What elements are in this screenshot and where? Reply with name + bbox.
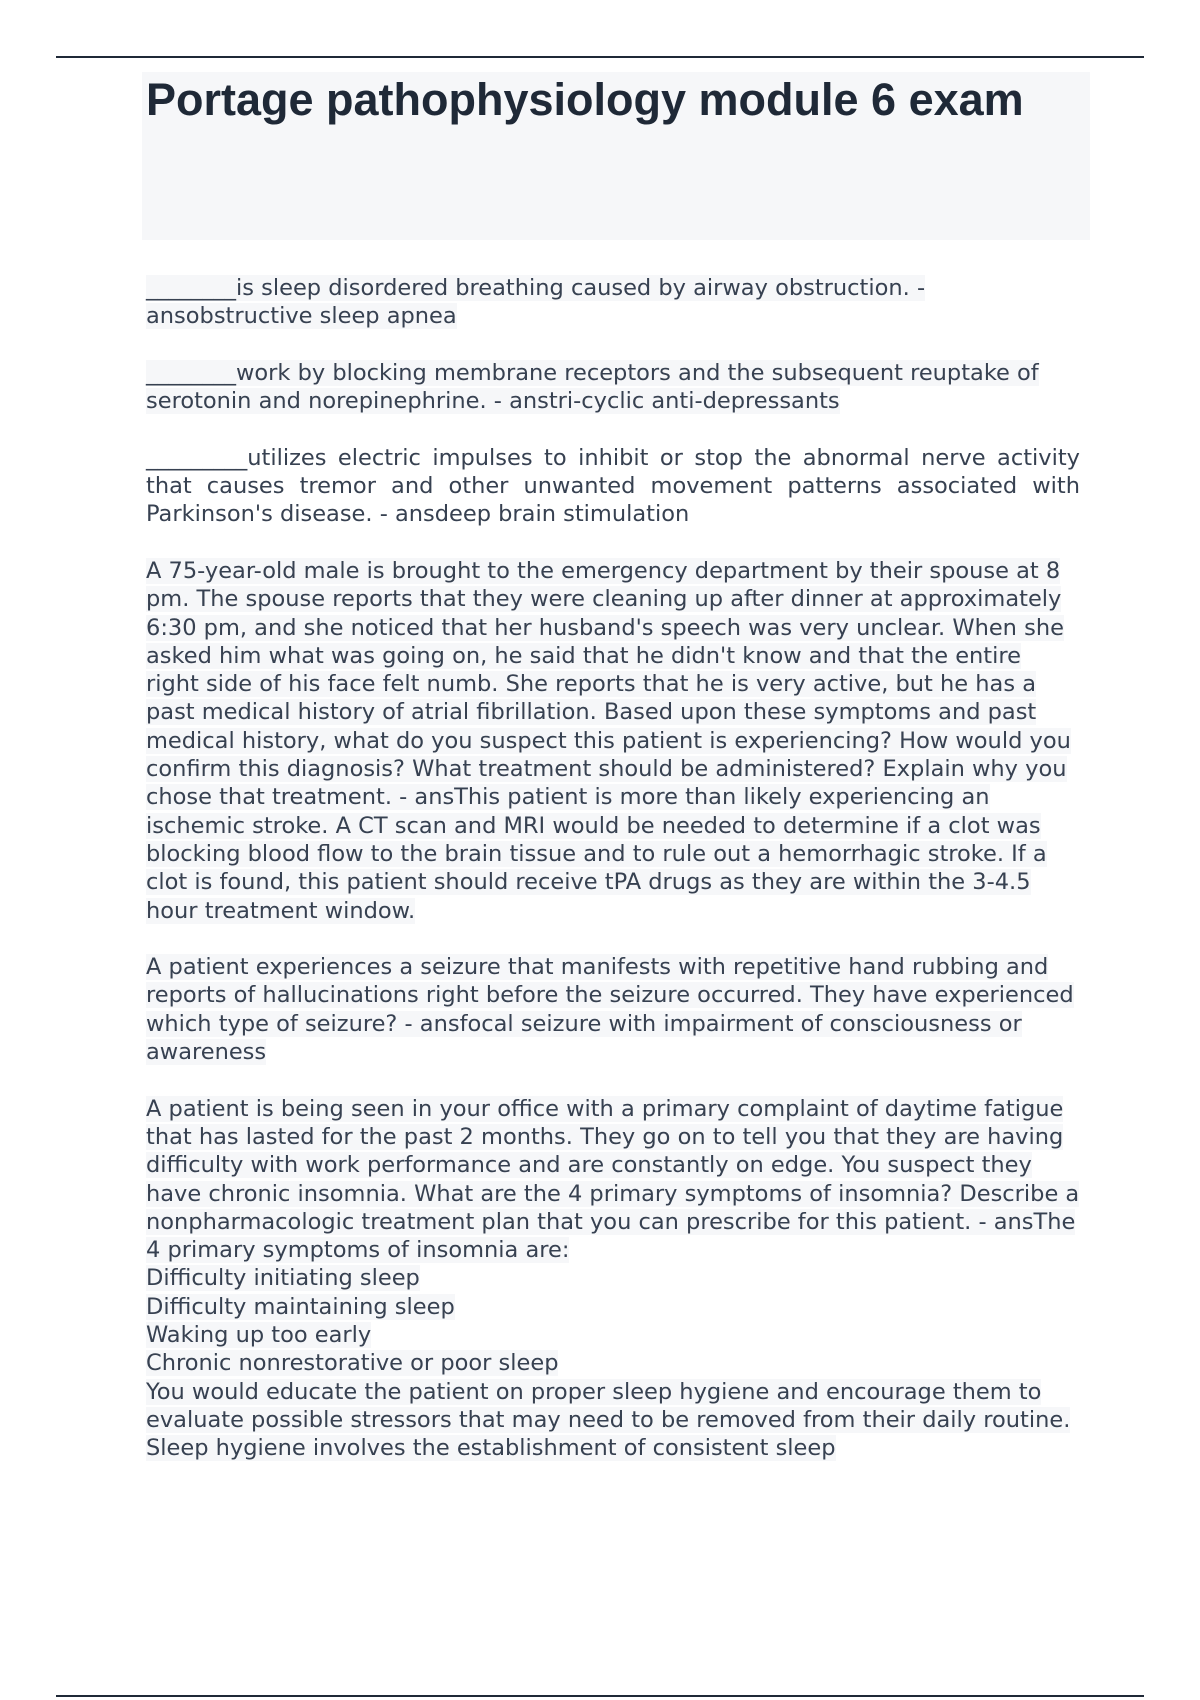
- insomnia-treatment-text: You would educate the patient on proper sleep hygiene and encourage them to evaluate possible stressors that may need to be removed from their daily routine. Sleep hygiene involves the establishment of consistent sleep: [146, 1378, 1071, 1462]
- insomnia-symptom-line: [146, 1321, 1080, 1349]
- insomnia-symptom-line: [146, 1293, 1080, 1321]
- qa-item-antidepressants: [146, 359, 1080, 416]
- insomnia-symptom-line: [146, 1264, 1080, 1292]
- qa-item-stroke: [146, 557, 1080, 925]
- qa-item-seizure: [146, 953, 1080, 1066]
- qa-text: A 75-year-old male is brought to the emergency department by their spouse at 8 pm. The spouse reports that they were cleaning up after dinner at approximately 6:30 pm, and she noticed that her husband's speech was very unclear. When she asked him what was going on, he said that he didn't know and that the entire right side of his face felt numb. She reports that he is very active, but he has a past medical history of atrial fibrillation. Based upon these symptoms and past medical history, what do you suspect this patient is experiencing? How would you confirm this diagnosis? What treatment should be administered? Explain why you chose that treatment. - ansThis patient is more than likely experiencing an ischemic stroke. A CT scan and MRI would be needed to determine if a clot was blocking blood flow to the brain tissue and to rule out a hemorrhagic stroke. If a clot is found, this patient should receive tPA drugs as they are within the 3-4.5 hour treatment window.: [146, 557, 1071, 924]
- insomnia-symptom-text: Waking up too early: [146, 1321, 372, 1348]
- insomnia-symptom-text: Difficulty maintaining sleep: [146, 1293, 455, 1320]
- qa-text: ________work by blocking membrane receptors and the subsequent reuptake of serotonin and norepinephrine. - anstri-cyclic anti-depressants: [146, 359, 1039, 415]
- qa-item-brain-stimulation: [146, 444, 1080, 529]
- qa-text: _________utilizes electric impulses to inhibit or stop the abnormal nerve activity that causes tremor and other unwanted movement patterns associated with Parkinson's disease. - ansdeep brain stimulation: [146, 444, 1080, 528]
- top-divider: [56, 56, 1144, 58]
- insomnia-symptom-line: [146, 1349, 1080, 1377]
- bottom-divider: [56, 1695, 1144, 1697]
- document-body: [146, 274, 1080, 1491]
- qa-text: A patient is being seen in your office with a primary complaint of daytime fatigue that has lasted for the past 2 months. They go on to tell you that they are having difficulty with work performance and are constantly on edge. You suspect they have chronic insomnia. What are the 4 primary symptoms of insomnia? Describe a nonpharmacologic treatment plan that you can prescribe for this patient. - ansThe 4 primary symptoms of insomnia are:: [146, 1095, 1080, 1264]
- qa-item-sleep-apnea: [146, 274, 1080, 331]
- insomnia-treatment-line: [146, 1378, 1080, 1463]
- insomnia-symptom-text: Difficulty initiating sleep: [146, 1265, 420, 1292]
- qa-text: A patient experiences a seizure that manifests with repetitive hand rubbing and reports of hallucinations right before the seizure occurred. They have experienced which type of seizure? - ansfocal seizure with impairment of consciousness or awareness: [146, 954, 1074, 1066]
- document-title: Portage pathophysiology module 6 exam: [146, 74, 1024, 125]
- qa-item-insomnia: [146, 1095, 1080, 1463]
- insomnia-symptom-text: Chronic nonrestorative or poor sleep: [146, 1350, 559, 1377]
- qa-text: ________is sleep disordered breathing caused by airway obstruction. - ansobstructive sleep apnea: [146, 275, 926, 330]
